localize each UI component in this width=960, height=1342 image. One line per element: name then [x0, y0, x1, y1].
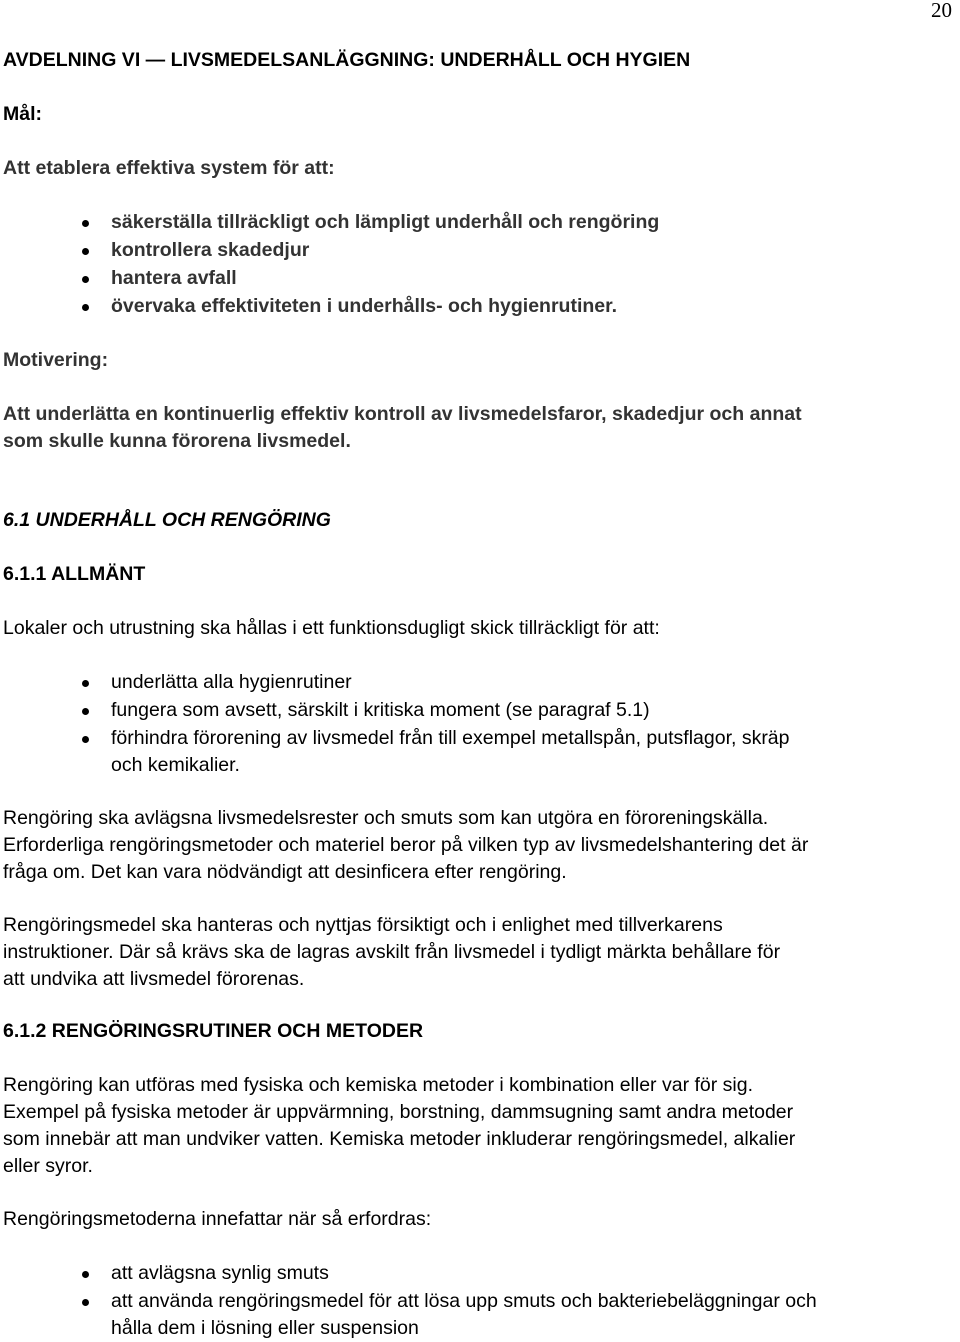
list-item: att använda rengöringsmedel för att lösa upp smuts och bakteriebeläggningar och — [111, 1290, 817, 1312]
section-heading-6-1-2: 6.1.2 RENGÖRINGSRUTINER OCH METODER — [3, 1020, 424, 1042]
bullet-icon — [82, 1271, 89, 1278]
list-item-continuation: och kemikalier. — [111, 754, 240, 776]
list-item: övervaka effektiviteten i underhålls- och hygienrutiner. — [111, 295, 618, 317]
list-item: underlätta alla hygienrutiner — [111, 671, 352, 693]
paragraph-line: eller syror. — [3, 1155, 93, 1177]
paragraph-line: Erforderliga rengöringsmetoder och materiel beror på vilken typ av livsmedelshantering det är — [3, 834, 809, 856]
paragraph-line: Rengöringsmedel ska hanteras och nyttjas försiktigt och i enlighet med tillverkarens — [3, 914, 723, 936]
paragraph-line: fråga om. Det kan vara nödvändigt att desinficera efter rengöring. — [3, 861, 567, 883]
motivation-label: Motivering: — [3, 349, 109, 371]
goal-intro: Att etablera effektiva system för att: — [3, 157, 335, 179]
bullet-icon — [82, 680, 89, 687]
section-heading-6-1: 6.1 UNDERHÅLL OCH RENGÖRING — [3, 509, 331, 531]
paragraph-line: Exempel på fysiska metoder är uppvärmning, borstning, dammsugning samt andra metoder — [3, 1101, 794, 1123]
bullet-icon — [82, 736, 89, 743]
bullet-icon — [82, 220, 89, 227]
paragraph-line: som innebär att man undviker vatten. Kemiska metoder inkluderar rengöringsmedel, alkalier — [3, 1128, 796, 1150]
bullet-icon — [82, 1299, 89, 1306]
list-item: hantera avfall — [111, 267, 237, 289]
list-item: förhindra förorening av livsmedel från till exempel metallspån, putsflagor, skräp — [111, 727, 790, 749]
chapter-heading: AVDELNING VI — LIVSMEDELSANLÄGGNING: UNDERHÅLL OCH HYGIEN — [3, 49, 691, 71]
paragraph-line: Rengöring ska avlägsna livsmedelsrester och smuts som kan utgöra en föroreningskälla. — [3, 807, 769, 829]
bullet-icon — [82, 304, 89, 311]
section-heading-6-1-1: 6.1.1 ALLMÄNT — [3, 563, 146, 585]
list-item: säkerställa tillräckligt och lämpligt underhåll och rengöring — [111, 211, 660, 233]
bullet-icon — [82, 708, 89, 715]
paragraph-line: instruktioner. Där så krävs ska de lagras avskilt från livsmedel i tydligt märkta behållare för — [3, 941, 781, 963]
methods-intro: Rengöringsmetoderna innefattar när så erfordras: — [3, 1208, 432, 1230]
list-item: att avlägsna synlig smuts — [111, 1262, 329, 1284]
bullet-icon — [82, 248, 89, 255]
paragraph-line: att undvika att livsmedel förorenas. — [3, 968, 305, 990]
goal-label: Mål: — [3, 103, 42, 125]
general-intro: Lokaler och utrustning ska hållas i ett funktionsdugligt skick tillräckligt för att: — [3, 617, 660, 639]
list-item: fungera som avsett, särskilt i kritiska moment (se paragraf 5.1) — [111, 699, 650, 721]
paragraph-line: Rengöring kan utföras med fysiska och kemiska metoder i kombination eller var för sig. — [3, 1074, 753, 1096]
bullet-icon — [82, 276, 89, 283]
list-item-continuation: hålla dem i lösning eller suspension — [111, 1317, 419, 1339]
list-item: kontrollera skadedjur — [111, 239, 310, 261]
paragraph-line: som skulle kunna förorena livsmedel. — [3, 430, 351, 452]
page-number: 20 — [931, 0, 952, 22]
paragraph-line: Att underlätta en kontinuerlig effektiv kontroll av livsmedelsfaror, skadedjur och annat — [3, 403, 802, 425]
